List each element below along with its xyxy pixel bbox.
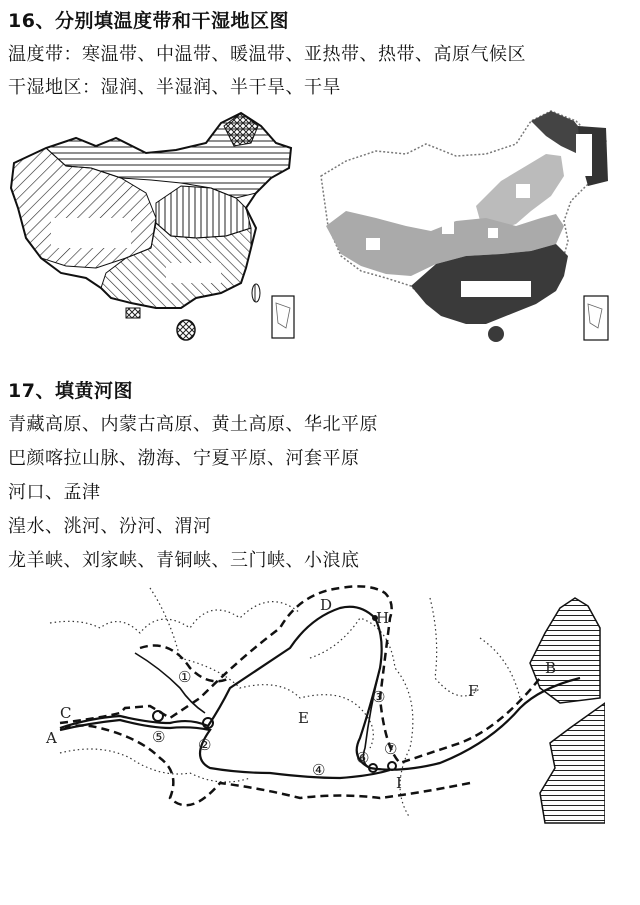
section16-heading: 16、分别填温度带和干湿地区图 [8, 10, 289, 32]
label-3: ③ [372, 688, 386, 706]
yellow-river-line-3: 河口、孟津 [8, 482, 101, 503]
yellow-river-line-4: 湟水、洮河、汾河、渭河 [8, 516, 212, 537]
yellow-river-line-5: 龙羊峡、刘家峡、青铜峡、三门峡、小浪底 [8, 550, 360, 571]
label-1: ① [178, 668, 192, 686]
label-6: ⑥ [356, 749, 370, 767]
label-4: ④ [312, 761, 326, 779]
label-I: I [396, 774, 402, 792]
temperature-zones-line: 温度带：寒温带、中温带、暖温带、亚热带、热带、高原气候区 [8, 44, 526, 65]
dry-wet-regions-line: 干湿地区：湿润、半湿润、半干旱、干旱 [8, 77, 341, 98]
yellow-river-line-1: 青藏高原、内蒙古高原、黄土高原、华北平原 [8, 414, 378, 435]
yellow-river-map [40, 578, 605, 830]
label-A: A [46, 729, 57, 747]
label-H: H [376, 609, 390, 627]
label-5: ⑤ [152, 728, 166, 746]
label-B: B [545, 659, 557, 677]
label-F: F [468, 682, 479, 700]
label-E: E [298, 709, 309, 727]
yellow-river-line-2: 巴颜喀拉山脉、渤海、宁夏平原、河套平原 [8, 448, 360, 469]
label-D: D [320, 596, 333, 614]
temperature-zone-map [6, 108, 306, 353]
label-2: ② [198, 736, 212, 754]
section17-heading: 17、填黄河图 [8, 380, 133, 402]
label-C: C [60, 704, 72, 722]
label-7: ⑦ [384, 740, 398, 758]
dry-wet-region-map [316, 106, 616, 351]
